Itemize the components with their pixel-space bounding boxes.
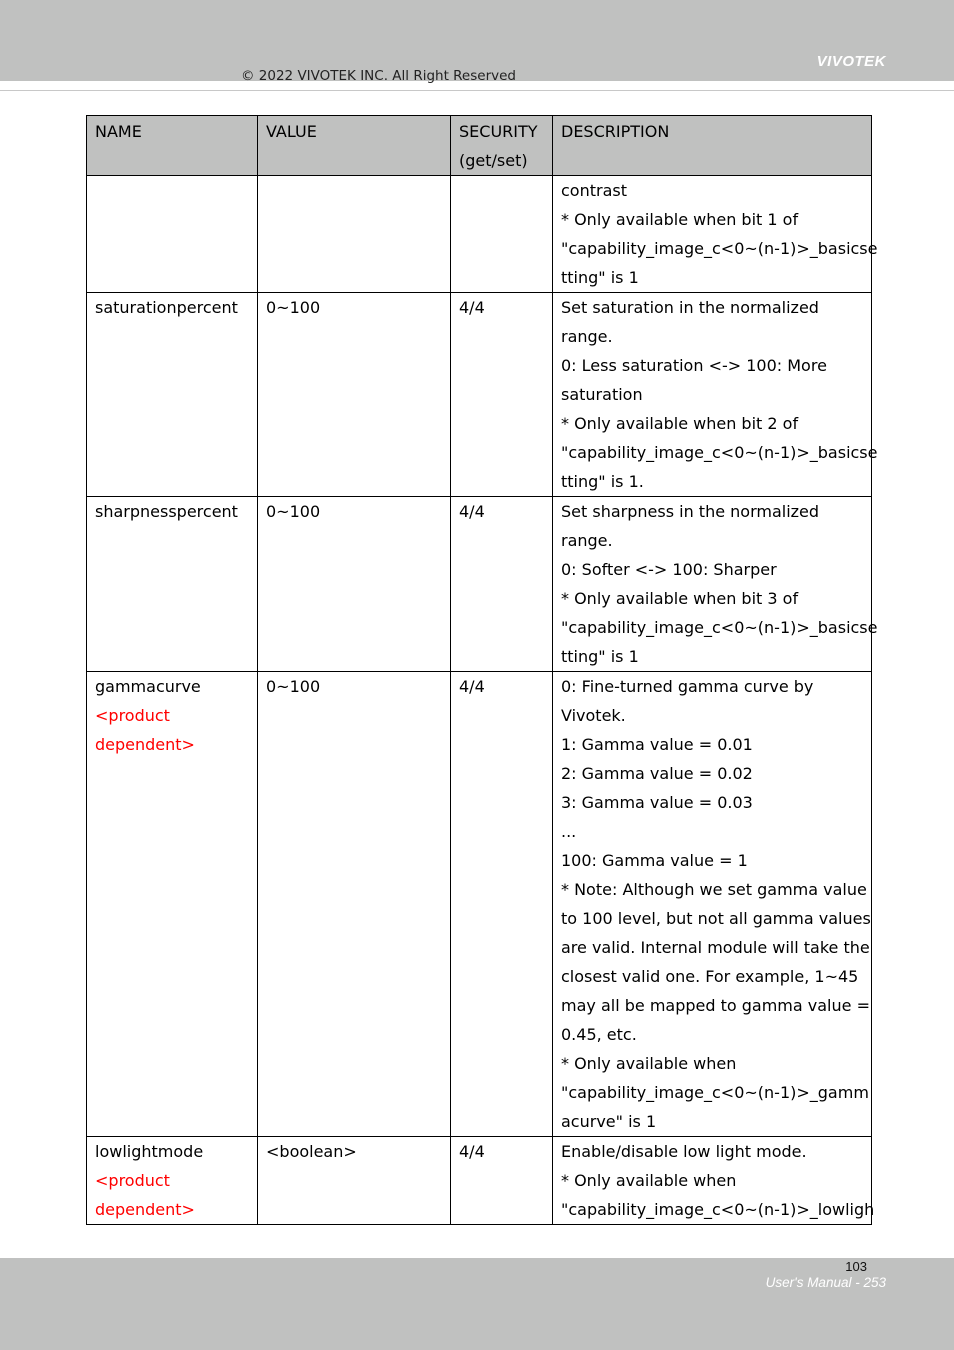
description-line: "capability_image_c<0~(n-1)>_basicse xyxy=(561,618,878,637)
cell-value xyxy=(258,293,451,497)
manual-page-label: User's Manual - 253 xyxy=(765,1275,886,1290)
parameter-name: saturationpercent xyxy=(95,298,238,317)
cell-security xyxy=(451,1137,553,1225)
cell-value xyxy=(258,176,451,293)
table-row xyxy=(87,672,872,1137)
footer-band xyxy=(0,1258,954,1350)
description-line: 100: Gamma value = 1 xyxy=(561,851,748,870)
description-line: acurve" is 1 xyxy=(561,1112,657,1131)
description-line: 0: Fine-turned gamma curve by xyxy=(561,677,814,696)
security-level: 4/4 xyxy=(459,677,485,696)
table-header-row xyxy=(87,116,872,176)
description-line: 1: Gamma value = 0.01 xyxy=(561,735,753,754)
parameter-name: sharpnesspercent xyxy=(95,502,238,521)
description-line: Set saturation in the normalized xyxy=(561,298,819,317)
description-line: range. xyxy=(561,531,613,550)
parameter-value: 0~100 xyxy=(266,502,321,521)
description-line: * Only available when bit 3 of xyxy=(561,589,799,608)
cell-value xyxy=(258,672,451,1137)
description-line: contrast xyxy=(561,181,627,200)
description-line: 3: Gamma value = 0.03 xyxy=(561,793,753,812)
description-line: to 100 level, but not all gamma values xyxy=(561,909,871,928)
description-line: "capability_image_c<0~(n-1)>_basicse xyxy=(561,239,878,258)
description-line: tting" is 1 xyxy=(561,268,639,287)
cell-security xyxy=(451,293,553,497)
description-line: 0: Less saturation <-> 100: More xyxy=(561,356,827,375)
cell-value xyxy=(258,497,451,672)
column-header-value: VALUE xyxy=(258,116,451,176)
cell-name xyxy=(87,293,258,497)
description-line: "capability_image_c<0~(n-1)>_lowligh xyxy=(561,1200,875,1219)
header-divider xyxy=(0,90,954,91)
description-line: 2: Gamma value = 0.02 xyxy=(561,764,753,783)
description-line: * Only available when bit 2 of xyxy=(561,414,799,433)
cell-value xyxy=(258,1137,451,1225)
table-row xyxy=(87,497,872,672)
cell-security xyxy=(451,672,553,1137)
column-header-description: DESCRIPTION xyxy=(553,116,872,176)
column-header-security: SECURITY (get/set) xyxy=(451,116,553,176)
description-line: 0: Softer <-> 100: Sharper xyxy=(561,560,777,579)
description-line: closest valid one. For example, 1~45 xyxy=(561,967,859,986)
cell-name xyxy=(87,1137,258,1225)
cell-description xyxy=(553,1137,875,1225)
description-line: "capability_image_c<0~(n-1)>_basicse xyxy=(561,443,878,462)
description-line: * Note: Although we set gamma value xyxy=(561,880,867,899)
description-line: * Only available when xyxy=(561,1171,737,1190)
cell-security xyxy=(451,497,553,672)
product-dependent-note: dependent> xyxy=(95,1200,195,1219)
cell-description xyxy=(553,176,878,293)
description-line: * Only available when xyxy=(561,1054,737,1073)
cell-name xyxy=(87,672,258,1137)
description-line: * Only available when bit 1 of xyxy=(561,210,799,229)
copyright-notice: © 2022 VIVOTEK INC. All Right Reserved xyxy=(241,68,516,84)
cell-security xyxy=(451,176,553,293)
product-dependent-note: <product xyxy=(95,1171,170,1190)
description-line: Set sharpness in the normalized xyxy=(561,502,820,521)
product-dependent-note: <product xyxy=(95,706,170,725)
description-line: Enable/disable low light mode. xyxy=(561,1142,807,1161)
cell-description xyxy=(553,497,878,672)
table-row xyxy=(87,293,872,497)
description-line: ... xyxy=(561,822,577,841)
cell-name xyxy=(87,497,258,672)
description-line: are valid. Internal module will take the xyxy=(561,938,870,957)
table-row xyxy=(87,176,872,293)
cell-name xyxy=(87,176,258,293)
page-number: 103 xyxy=(845,1259,867,1274)
description-line: 0.45, etc. xyxy=(561,1025,637,1044)
security-level: 4/4 xyxy=(459,502,485,521)
description-line: may all be mapped to gamma value = xyxy=(561,996,870,1015)
product-dependent-note: dependent> xyxy=(95,735,195,754)
parameter-name: lowlightmode xyxy=(95,1142,204,1161)
cell-description xyxy=(553,672,872,1137)
column-header-name: NAME xyxy=(87,116,258,176)
brand-logo: VIVOTEK xyxy=(816,53,886,70)
parameter-value: <boolean> xyxy=(266,1142,357,1161)
description-line: tting" is 1. xyxy=(561,472,644,491)
description-line: "capability_image_c<0~(n-1)>_gamm xyxy=(561,1083,869,1102)
description-line: saturation xyxy=(561,385,643,404)
parameter-value: 0~100 xyxy=(266,677,321,696)
parameter-table xyxy=(86,115,878,1225)
security-level: 4/4 xyxy=(459,1142,485,1161)
security-level: 4/4 xyxy=(459,298,485,317)
parameter-name: gammacurve xyxy=(95,677,201,696)
cell-description xyxy=(553,293,878,497)
description-line: tting" is 1 xyxy=(561,647,639,666)
description-line: range. xyxy=(561,327,613,346)
table-row xyxy=(87,1137,872,1225)
description-line: Vivotek. xyxy=(561,706,626,725)
parameter-value: 0~100 xyxy=(266,298,321,317)
